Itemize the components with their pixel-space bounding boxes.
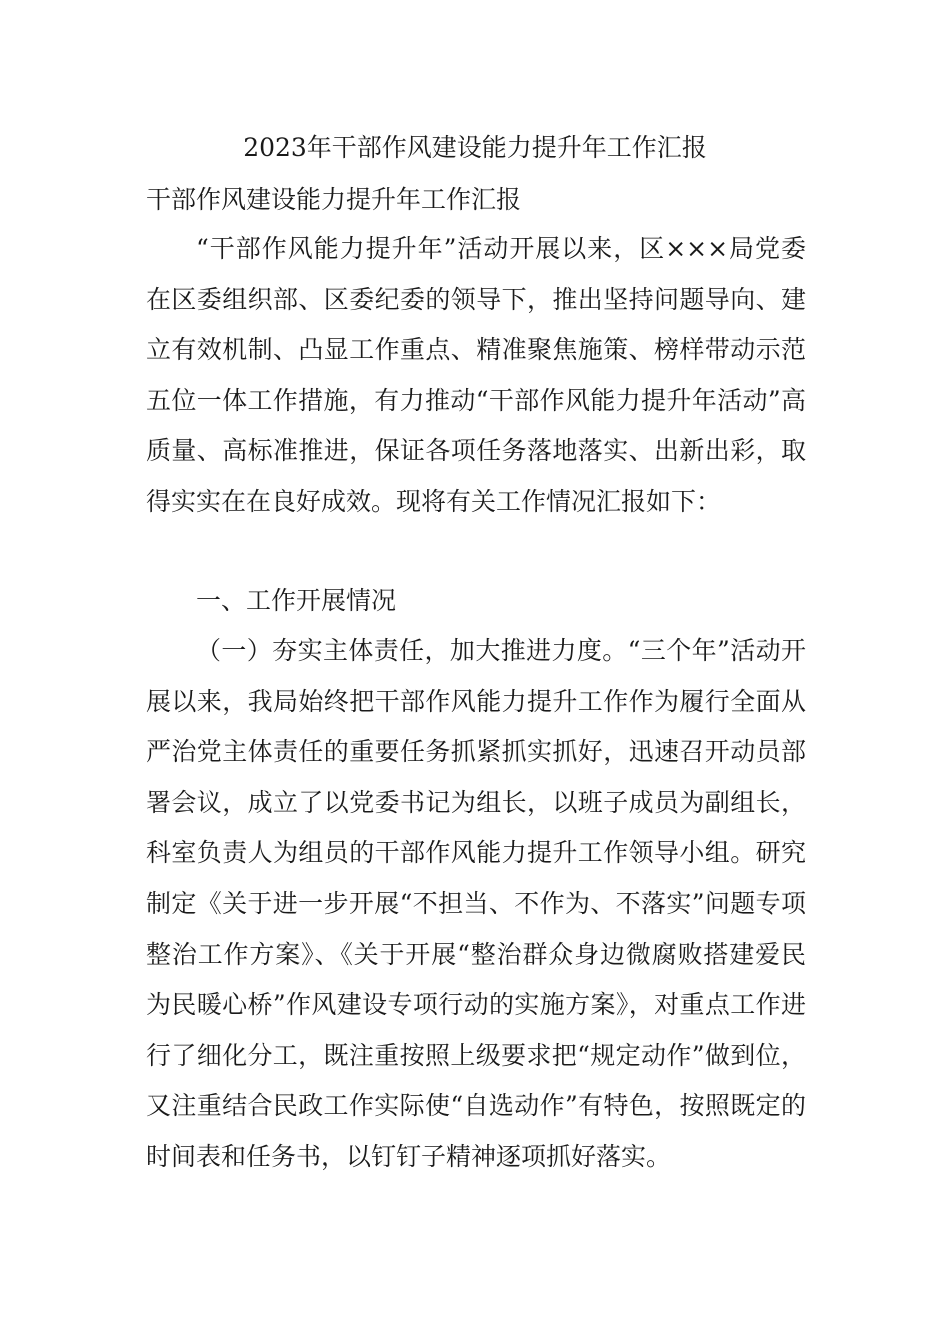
document-title: 2023年干部作风建设能力提升年工作汇报 (243, 133, 707, 162)
section-heading: 一、工作开展情况 (196, 586, 397, 615)
document-subtitle: 干部作风建设能力提升年工作汇报 (146, 185, 522, 214)
intro-paragraph: “干部作风能力提升年”活动开展以来，区×××局党委在区委组织部、区委纪委的领导下，推出坚持问题导向、建立有效机制、凸显工作重点、精准聚焦施策、榜样带动示范五位一体工作措施，有力推动“干部作风能力提升年活动”高质量、高标准推进，保证各项任务落地落实、出新出彩，取得实实在在良好成效。现将有关工作情况汇报如下： (146, 234, 806, 516)
body-paragraph: （一）夯实主体责任，加大推进力度。“三个年”活动开展以来，我局始终把干部作风能力提升工作作为履行全面从严治党主体责任的重要任务抓紧抓实抓好，迅速召开动员部署会议，成立了以党委书记为组长，以班子成员为副组长，科室负责人为组员的干部作风能力提升工作领导小组。研究制定《关于进一步开展“不担当、不作为、不落实”问题专项整治工作方案》、《关于开展“整治群众身边微腐败搭建爱民为民暖心桥”作风建设专项行动的实施方案》，对重点工作进行了细化分工，既注重按照上级要求把“规定动作”做到位，又注重结合民政工作实际使“自选动作”有特色，按照既定的时间表和任务书，以钉钉子精神逐项抓好落实。 (146, 636, 806, 1171)
